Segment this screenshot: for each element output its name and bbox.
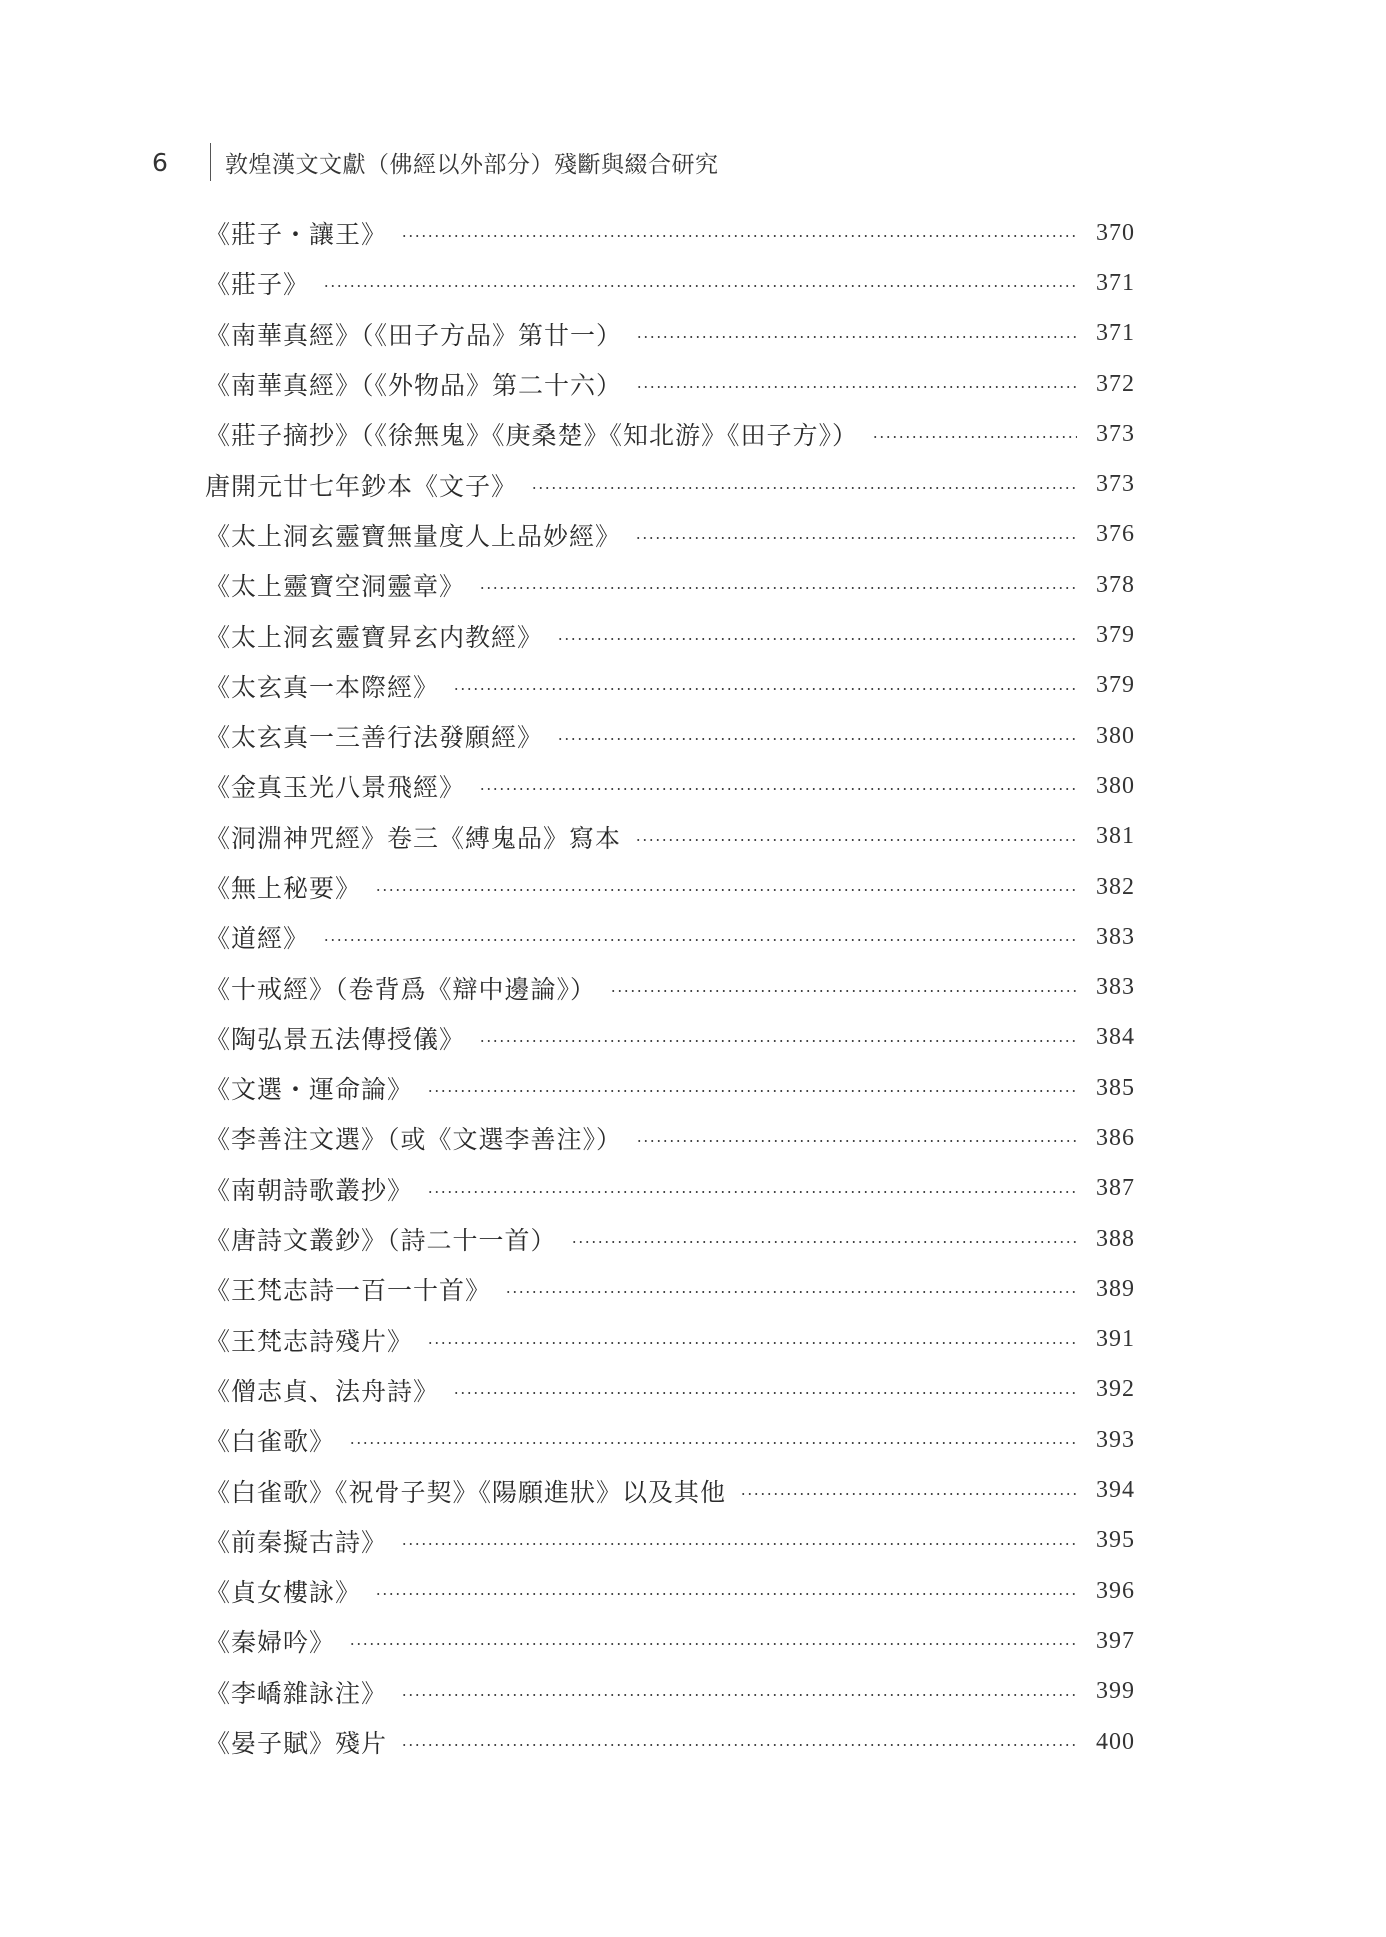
toc-entry-title: 《李善注文選》（或《文選李善注》） (205, 1125, 623, 1155)
toc-entry-page-number: 381 (1096, 823, 1135, 850)
toc-entry (205, 208, 1135, 258)
dot-leader (401, 1694, 1077, 1696)
dot-leader (427, 1191, 1077, 1193)
dot-leader (571, 1241, 1077, 1243)
toc-entry-page-number: 371 (1096, 320, 1135, 347)
toc-entry-page-number: 373 (1096, 471, 1135, 498)
toc-entry-page-number: 387 (1096, 1175, 1135, 1202)
toc-entry-title: 《白雀歌》《祝骨子契》《陽願進狀》以及其他 (205, 1477, 727, 1507)
dot-leader (427, 1342, 1077, 1344)
dot-leader (872, 436, 1077, 438)
toc-entry-title: 《王梵志詩殘片》 (205, 1326, 414, 1356)
toc-entry-title: 《洞淵神咒經》卷三《縛鬼品》寫本 (205, 823, 622, 853)
toc-entry (205, 1013, 1135, 1063)
toc-entry-title: 《秦婦吟》 (205, 1628, 336, 1658)
dot-leader (349, 1442, 1077, 1444)
dot-leader (636, 336, 1077, 338)
toc-entry-page-number: 384 (1096, 1024, 1135, 1051)
toc-entry-title: 《太上洞玄靈寶無量度人上品妙經》 (205, 521, 622, 551)
dot-leader (505, 1291, 1077, 1293)
toc-entry (205, 1465, 1135, 1515)
dot-leader (531, 487, 1077, 489)
toc-entry-title: 《太上洞玄靈寶昇玄内教經》 (205, 622, 544, 652)
dot-leader (349, 1643, 1077, 1645)
toc-entry (205, 459, 1135, 509)
toc-entry (205, 510, 1135, 560)
toc-entry-page-number: 393 (1096, 1426, 1135, 1453)
toc-entry-title: 《南朝詩歌叢抄》 (205, 1175, 414, 1205)
toc-entry-page-number: 376 (1096, 521, 1135, 548)
table-of-contents (205, 208, 1135, 1767)
toc-entry-page-number: 382 (1096, 873, 1135, 900)
toc-entry-title: 唐開元廿七年鈔本《文子》 (205, 471, 518, 501)
dot-leader (375, 889, 1077, 891)
toc-entry-page-number: 371 (1096, 269, 1135, 296)
dot-leader (375, 1593, 1077, 1595)
toc-entry (205, 1365, 1135, 1415)
toc-entry (205, 661, 1135, 711)
toc-entry (205, 1516, 1135, 1566)
toc-entry-title: 《前秦擬古詩》 (205, 1527, 388, 1557)
toc-entry (205, 560, 1135, 610)
toc-entry (205, 1415, 1135, 1465)
toc-entry (205, 1566, 1135, 1616)
dot-leader (479, 587, 1077, 589)
dot-leader (557, 638, 1077, 640)
header-divider (210, 143, 211, 181)
page-header (152, 142, 719, 182)
dot-leader (453, 688, 1077, 690)
toc-entry-page-number: 380 (1096, 772, 1135, 799)
dot-leader (323, 939, 1077, 941)
dot-leader (740, 1493, 1077, 1495)
toc-entry-page-number: 383 (1096, 923, 1135, 950)
toc-entry (205, 258, 1135, 308)
toc-entry-title: 《唐詩文叢鈔》（詩二十一首） (205, 1226, 557, 1256)
toc-entry (205, 1264, 1135, 1314)
dot-leader (323, 285, 1077, 287)
toc-entry-page-number: 370 (1096, 219, 1135, 246)
toc-entry-title: 《十戒經》（卷背爲《辯中邊論》） (205, 974, 597, 1004)
toc-entry-page-number: 372 (1096, 370, 1135, 397)
toc-entry-title: 《金真玉光八景飛經》 (205, 773, 466, 803)
toc-entry-page-number: 392 (1096, 1376, 1135, 1403)
toc-entry (205, 912, 1135, 962)
dot-leader (635, 537, 1077, 539)
dot-leader (635, 839, 1077, 841)
toc-entry (205, 962, 1135, 1012)
dot-leader (636, 1140, 1077, 1142)
toc-entry-title: 《南華真經》（《田子方品》第廿一） (205, 320, 623, 350)
dot-leader (557, 738, 1077, 740)
toc-entry-title: 《莊子摘抄》（《徐無鬼》《庚桑楚》《知北游》《田子方》） (205, 421, 859, 451)
toc-entry-title: 《道經》 (205, 924, 310, 954)
toc-entry (205, 711, 1135, 761)
toc-entry-title: 《晏子賦》殘片 (205, 1729, 388, 1759)
toc-entry-title: 《貞女樓詠》 (205, 1578, 362, 1608)
toc-entry-page-number: 379 (1096, 622, 1135, 649)
toc-entry (205, 409, 1135, 459)
toc-entry-title: 《太玄真一本際經》 (205, 672, 440, 702)
toc-entry (205, 1164, 1135, 1214)
toc-entry (205, 862, 1135, 912)
toc-entry-title: 《李嶠雜詠注》 (205, 1678, 388, 1708)
toc-entry-page-number: 379 (1096, 672, 1135, 699)
toc-entry-title: 《陶弘景五法傳授儀》 (205, 1024, 466, 1054)
toc-entry-title: 《文選・運命論》 (205, 1075, 414, 1105)
toc-entry-page-number: 397 (1096, 1627, 1135, 1654)
dot-leader (479, 1040, 1077, 1042)
dot-leader (401, 1744, 1077, 1746)
toc-entry-page-number: 395 (1096, 1527, 1135, 1554)
toc-entry-title: 《王梵志詩一百一十首》 (205, 1276, 492, 1306)
toc-entry-page-number: 396 (1096, 1577, 1135, 1604)
dot-leader (401, 1543, 1077, 1545)
toc-entry-page-number: 399 (1096, 1678, 1135, 1705)
toc-entry-title: 《白雀歌》 (205, 1427, 336, 1457)
toc-entry-title: 《莊子》 (205, 270, 310, 300)
toc-entry (205, 1667, 1135, 1717)
toc-entry-page-number: 380 (1096, 722, 1135, 749)
toc-entry-page-number: 386 (1096, 1124, 1135, 1151)
dot-leader (453, 1392, 1077, 1394)
toc-entry (205, 1616, 1135, 1666)
toc-entry-page-number: 378 (1096, 571, 1135, 598)
toc-entry-title: 《莊子・讓王》 (205, 220, 388, 250)
toc-entry-title: 《無上秘要》 (205, 874, 362, 903)
toc-entry (205, 309, 1135, 359)
toc-entry-title: 《太玄真一三善行法發願經》 (205, 723, 544, 753)
dot-leader (479, 788, 1077, 790)
toc-entry-page-number: 383 (1096, 974, 1135, 1001)
toc-entry-page-number: 394 (1096, 1477, 1135, 1504)
toc-entry (205, 1113, 1135, 1163)
toc-entry-page-number: 388 (1096, 1225, 1135, 1252)
toc-entry-title: 《南華真經》（《外物品》第二十六） (205, 371, 623, 401)
toc-entry (205, 1214, 1135, 1264)
toc-entry (205, 812, 1135, 862)
dot-leader (610, 990, 1077, 992)
page-number: 6 (152, 147, 168, 177)
toc-entry-page-number: 400 (1096, 1728, 1135, 1755)
dot-leader (636, 386, 1077, 388)
toc-entry-page-number: 385 (1096, 1074, 1135, 1101)
toc-entry-title: 《僧志貞、法舟詩》 (205, 1376, 440, 1406)
toc-entry (205, 1315, 1135, 1365)
running-title: 敦煌漢文文獻（佛經以外部分）殘斷與綴合研究 (225, 151, 719, 178)
toc-entry-page-number: 373 (1096, 420, 1135, 447)
toc-entry (205, 1063, 1135, 1113)
dot-leader (427, 1090, 1077, 1092)
dot-leader (401, 235, 1077, 237)
toc-entry (205, 761, 1135, 811)
toc-entry-title: 《太上靈寶空洞靈章》 (205, 572, 466, 602)
toc-entry (205, 1717, 1135, 1767)
toc-entry-page-number: 389 (1096, 1275, 1135, 1302)
toc-entry (205, 359, 1135, 409)
toc-entry-page-number: 391 (1096, 1326, 1135, 1353)
toc-entry (205, 610, 1135, 660)
